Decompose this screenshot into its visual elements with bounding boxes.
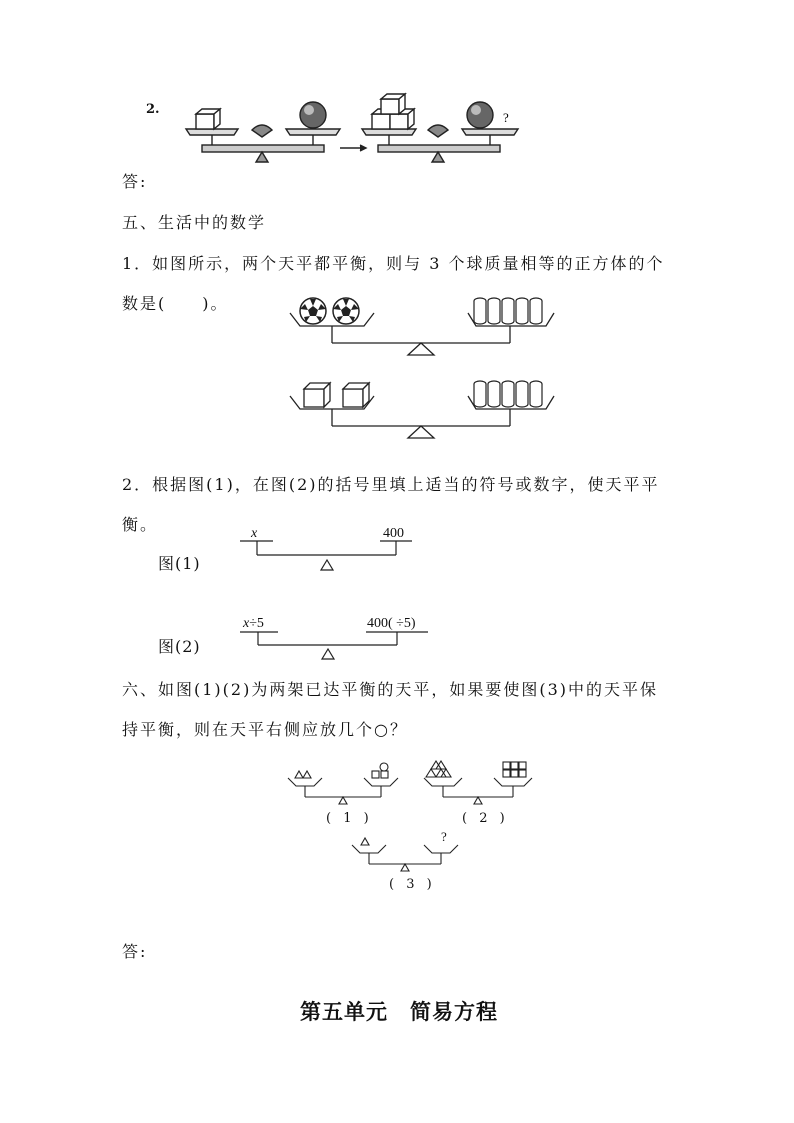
answer-label: 答: bbox=[122, 942, 148, 961]
variable-label: x bbox=[243, 616, 250, 631]
question-mark: ? bbox=[503, 110, 509, 125]
value-label: 400 bbox=[383, 526, 404, 541]
unit-heading: 第五单元 简易方程 bbox=[300, 1000, 498, 1024]
figure-label: 图(1) bbox=[158, 554, 201, 573]
figure-label: ( 2 ) bbox=[462, 811, 509, 826]
question-text: 2．根据图(1)，在图(2)的括号里填上适当的符号或数字，使天平平 bbox=[122, 475, 660, 494]
variable-label: x bbox=[251, 526, 258, 541]
question-mark: ? bbox=[441, 829, 447, 844]
equation-label-right: 400( ÷5) bbox=[367, 616, 416, 631]
operator-label: ÷5 bbox=[249, 616, 264, 631]
section-title: 五、生活中的数学 bbox=[122, 213, 267, 232]
question-text: 六、如图(1)(2)为两架已达平衡的天平，如果要使图(3)中的天平保 bbox=[122, 680, 658, 699]
question-text: 1．如图所示，两个天平都平衡，则与 3 个球质量相等的正方体的个 bbox=[122, 254, 665, 273]
question-text: 持平衡，则在天平右侧应放几个○？ bbox=[122, 720, 408, 739]
question-text: 衡。 bbox=[122, 515, 159, 534]
figure-label: ( 1 ) bbox=[326, 811, 373, 826]
question-number: 2. bbox=[146, 102, 160, 117]
question-text: 数是( )。 bbox=[122, 294, 229, 313]
figure-label: 图(2) bbox=[158, 637, 201, 656]
answer-label: 答: bbox=[122, 172, 148, 191]
figure-label: ( 3 ) bbox=[389, 877, 436, 892]
